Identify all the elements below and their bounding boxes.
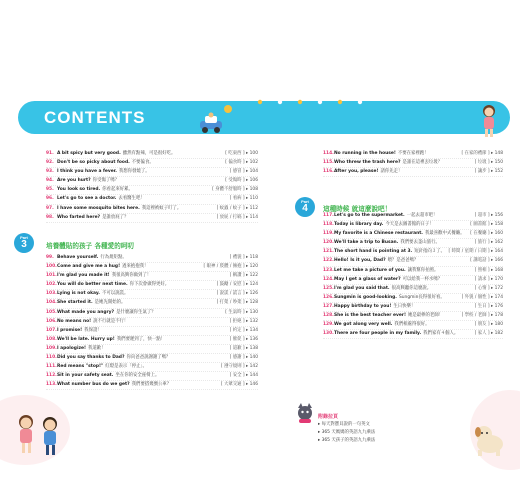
contents-entry[interactable]: 109. I apologize! 我道歉！ [ 道歉 ] ▸ 138 bbox=[46, 345, 258, 354]
contents-entry[interactable]: 93. I think you have a fever. 我想你發燒了。 [ 感冒 ] ▸ 104 bbox=[46, 168, 258, 177]
contents-entry[interactable]: 108. We'll be late. Hurry up! 我們要遲到了，快一點！ [ 催促 ] ▸ 136 bbox=[46, 336, 258, 345]
appendix-heading: 附錄拉頁 bbox=[318, 414, 339, 420]
contents-list-left-top bbox=[46, 150, 258, 223]
appendix-section bbox=[318, 413, 375, 445]
part-3-badge: Part 3 bbox=[14, 233, 34, 253]
appendix-item[interactable]: ▸ 365 天媽媽的英語九九乘法 bbox=[318, 430, 376, 435]
contents-entry[interactable]: 95. You look so tired. 你看起來好累。 [ 身體不舒服時 ] ▸ 108 bbox=[46, 186, 258, 195]
car-illustration bbox=[198, 112, 224, 134]
banner-dots bbox=[250, 98, 370, 106]
contents-entry[interactable]: 98. Who farted here? 是誰放屁了？ [ 放屁 / 打嗝 ] ▸ 114 bbox=[46, 214, 258, 223]
part-3-title: 培養體貼的孩子 各種愛的呵叨 bbox=[46, 242, 135, 250]
contents-entry[interactable]: 116. After you, please! 請你先走！ [ 讓步 ] ▸ 152 bbox=[323, 168, 503, 177]
contents-entry[interactable]: 104. She started it. 是她先開始的。 [ 打架 / 吵架 ] ▸ 128 bbox=[46, 299, 258, 308]
contents-entry[interactable]: 100. Come and give me a hug! 過來抱抱我！ [ 眼神 / 肢體 / 擁抱 ] ▸ 120 bbox=[46, 263, 258, 272]
appendix-item[interactable]: ▸ 每天對寶貝說的一句英文 bbox=[318, 422, 370, 427]
appendix-item[interactable]: ▸ 365 天孩子的英語九九乘法 bbox=[318, 438, 376, 443]
contents-entry[interactable]: 111. Red means "stop!" 紅燈是表示「停止」。 [ 遵守規則 ] ▸ 142 bbox=[46, 363, 258, 372]
contents-list-part-4 bbox=[323, 212, 503, 339]
contents-entry[interactable]: 101. I'm glad you made it! 我很高興你做到了！ [ 稱讚 ] ▸ 122 bbox=[46, 272, 258, 281]
contents-entry[interactable]: 118. Today is library day. 今天是去圖書館的日子！ [ 圖書館 ] ▸ 158 bbox=[323, 221, 503, 230]
contents-entry[interactable]: 120. We'll take a trip to Busan. 我們要去釜山旅行。 [ 旅行 ] ▸ 162 bbox=[323, 239, 503, 248]
contents-entry[interactable]: 105. What made you angry? 是什麼讓你生氣了？ [ 生氣時 ] ▸ 130 bbox=[46, 309, 258, 318]
page-title: CONTENTS bbox=[44, 108, 146, 127]
cat-illustration bbox=[294, 402, 316, 424]
contents-entry[interactable]: 125. I'm glad you said that. 很高興聽你這麼說。 [ 心情 ] ▸ 172 bbox=[323, 285, 503, 294]
contents-entry[interactable]: 115. Who threw the trash here? 是誰在這裡丟垃圾？ [ 垃圾 ] ▸ 150 bbox=[323, 159, 503, 168]
contents-entry[interactable]: 96. Let's go to see a doctor. 去看醫生吧！ [ 看病 ] ▸ 110 bbox=[46, 195, 258, 204]
contents-entry[interactable]: 114. No running in the house! 不要在家裡跑！ [ 在家的禮節 ] ▸ 148 bbox=[323, 150, 503, 159]
contents-entry[interactable]: 128. She is the best teacher ever! 她是最棒的老師！ [ 學校 / 老師 ] ▸ 178 bbox=[323, 312, 503, 321]
sun-icon bbox=[222, 103, 234, 115]
contents-entry[interactable]: 102. You will do better next time. 你下次會做得更好。 [ 鼓勵 / 安慰 ] ▸ 124 bbox=[46, 281, 258, 290]
contents-entry[interactable]: 94. Are you hurt? 你受傷了嗎？ [ 受傷時 ] ▸ 106 bbox=[46, 177, 258, 186]
contents-entry[interactable]: 110. Did you say thanks to Dad? 你向爸爸說謝謝了嗎？ [ 感謝 ] ▸ 140 bbox=[46, 354, 258, 363]
contents-entry[interactable]: 103. Lying is not okay. 不可以說謊。 [ 說謊 / 謊言 ] ▸ 126 bbox=[46, 290, 258, 299]
contents-entry[interactable]: 99. Behave yourself. 行為規矩點。 [ 禮貌 ] ▸ 118 bbox=[46, 254, 258, 263]
contents-list-right-top bbox=[323, 150, 503, 177]
contents-entry[interactable]: 92. Don't be so picky about food. 不要偏食。 [ 偏食時 ] ▸ 102 bbox=[46, 159, 258, 168]
contents-entry[interactable]: 113. What number bus do we get? 我們要搭幾號公車？ [ 大眾交通 ] ▸ 146 bbox=[46, 381, 258, 390]
contents-entry[interactable]: 119. My favorite is a Chinese restaurant. 我最喜歡中式餐廳。 [ 在餐廳 ] ▸ 160 bbox=[323, 230, 503, 239]
contents-entry[interactable]: 112. Sit in your safety seat. 坐在你的安全座椅上。 [ 安全 ] ▸ 144 bbox=[46, 372, 258, 381]
contents-entry[interactable]: 106. No means no! 說不行就是不行！ [ 拒絕 ] ▸ 132 bbox=[46, 318, 258, 327]
contents-entry[interactable]: 129. We got along very well. 我們相處得很好。 [ 朋友 ] ▸ 180 bbox=[323, 321, 503, 330]
contents-entry[interactable]: 127. Happy birthday to you! 生日快樂！ [ 生日 ] ▸ 176 bbox=[323, 303, 503, 312]
contents-entry[interactable]: 126. Sungmin is good-looking. Sungmin長得很好看。 [ 外貌 / 個性 ] ▸ 174 bbox=[323, 294, 503, 303]
part-4-title: 這種時候 就這麼說吧！ bbox=[323, 205, 392, 213]
contents-entry[interactable]: 91. A bit spicy but very good. 雖然有點辣，可是很好吃。 [ 吃東西 ] ▸ 100 bbox=[46, 150, 258, 159]
contents-entry[interactable]: 117. Let's go to the supermarket. 一起去超市吧！ [ 超市 ] ▸ 156 bbox=[323, 212, 503, 221]
girl-illustration bbox=[478, 104, 500, 138]
contents-entry[interactable]: 107. I promise! 我保證！ [ 約定 ] ▸ 134 bbox=[46, 327, 258, 336]
contents-entry[interactable]: 124. May I get a glass of water? 可以給我一杯水嗎？ [ 請求 ] ▸ 170 bbox=[323, 276, 503, 285]
contents-entry[interactable]: 122. Hello! Is it you, Dad? 喂？是爸爸嗎？ [ 講電話 ] ▸ 166 bbox=[323, 257, 503, 266]
contents-entry[interactable]: 97. I have some mosquito bites here. 我這裡被蚊子叮了。 [ 蚊蟲 / 蚊子 ] ▸ 112 bbox=[46, 205, 258, 214]
dog-illustration bbox=[470, 418, 510, 458]
contents-entry[interactable]: 130. There are four people in my family. 我們家有４個人。 [ 家人 ] ▸ 182 bbox=[323, 330, 503, 339]
part-4-badge: Part 4 bbox=[295, 197, 315, 217]
contents-entry[interactable]: 123. Let me take a picture of you. 讓我幫你拍照。 [ 照相 ] ▸ 168 bbox=[323, 267, 503, 276]
contents-entry[interactable]: 121. The short hand is pointing at 3. 短針指向３了。 [ 時間 / 星期 / 日期 ] ▸ 164 bbox=[323, 248, 503, 257]
children-illustration bbox=[10, 410, 68, 462]
contents-list-part-3 bbox=[46, 254, 258, 390]
